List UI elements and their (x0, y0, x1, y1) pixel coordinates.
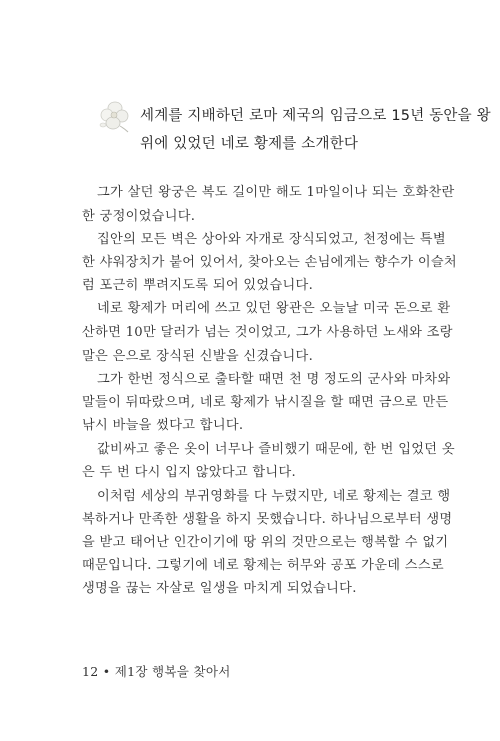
paragraph-6-line-4: 때문입니다. 그렇기에 네로 황제는 허무와 공포 가운데 스스로 (82, 558, 444, 573)
paragraph-5-line-1: 값비싸고 좋은 옷이 너무나 즐비했기 때문에, 한 번 입었던 옷 (97, 442, 455, 457)
paragraph-3-line-3: 말은 은으로 장식된 신발을 신겼습니다. (82, 349, 314, 364)
paragraph-6-line-1: 이처럼 세상의 부귀영화를 다 누렸지만, 네로 황제는 결코 행 (97, 489, 451, 504)
paragraph-2-line-1: 집안의 모든 벽은 상아와 자개로 장식되었고, 천정에는 특별 (97, 232, 446, 247)
paragraph-5-line-2: 은 두 번 다시 입지 않았다고 합니다. (82, 465, 296, 480)
paragraph-6-line-2: 복하거나 만족한 생활을 하지 못했습니다. 하나님으로부터 생명 (82, 512, 453, 527)
paragraph-1-line-2: 한 궁정이었습니다. (82, 209, 196, 224)
paragraph-4-line-1: 그가 한번 정식으로 출타할 때면 천 명 정도의 군사와 마차와 (97, 372, 451, 387)
flower-illustration (98, 98, 132, 134)
paragraph-6-line-3: 을 받고 태어난 인간이기에 땅 위의 것만으로는 행복할 수 없기 (82, 535, 449, 550)
paragraph-1-line-1: 그가 살던 왕궁은 복도 길이만 해도 1마일이나 되는 호화찬란 (97, 185, 455, 200)
intro-line-1: 세계를 지배하던 로마 제국의 임금으로 15년 동안을 왕 (140, 108, 491, 124)
chapter-title: 제1장 행복을 찾아서 (114, 664, 231, 679)
intro-line-2: 위에 있었던 네로 황제를 소개한다 (140, 136, 359, 152)
paragraph-4-line-3: 낚시 바늘을 썼다고 합니다. (82, 418, 244, 433)
paragraph-3-line-2: 산하면 10만 달러가 넘는 것이었고, 그가 사용하던 노새와 조랑 (82, 325, 453, 340)
paragraph-2-line-3: 럼 포근히 뿌려지도록 되어 있었습니다. (82, 278, 314, 293)
page-number: 12 (82, 664, 99, 679)
paragraph-2-line-2: 한 샤워장치가 붙어 있어서, 찾아오는 손님에게는 향수가 이슬처 (82, 255, 457, 270)
paragraph-6-line-5: 생명을 끊는 자살로 일생을 마치게 되었습니다. (82, 581, 357, 596)
paragraph-3-line-1: 네로 황제가 머리에 쓰고 있던 왕관은 오늘날 미국 돈으로 환 (97, 301, 451, 316)
page-footer (82, 662, 231, 680)
paragraph-4-line-2: 말들이 뒤따랐으며, 네로 황제가 낚시질을 할 때면 금으로 만든 (82, 395, 449, 410)
footer-separator: • (102, 664, 111, 679)
